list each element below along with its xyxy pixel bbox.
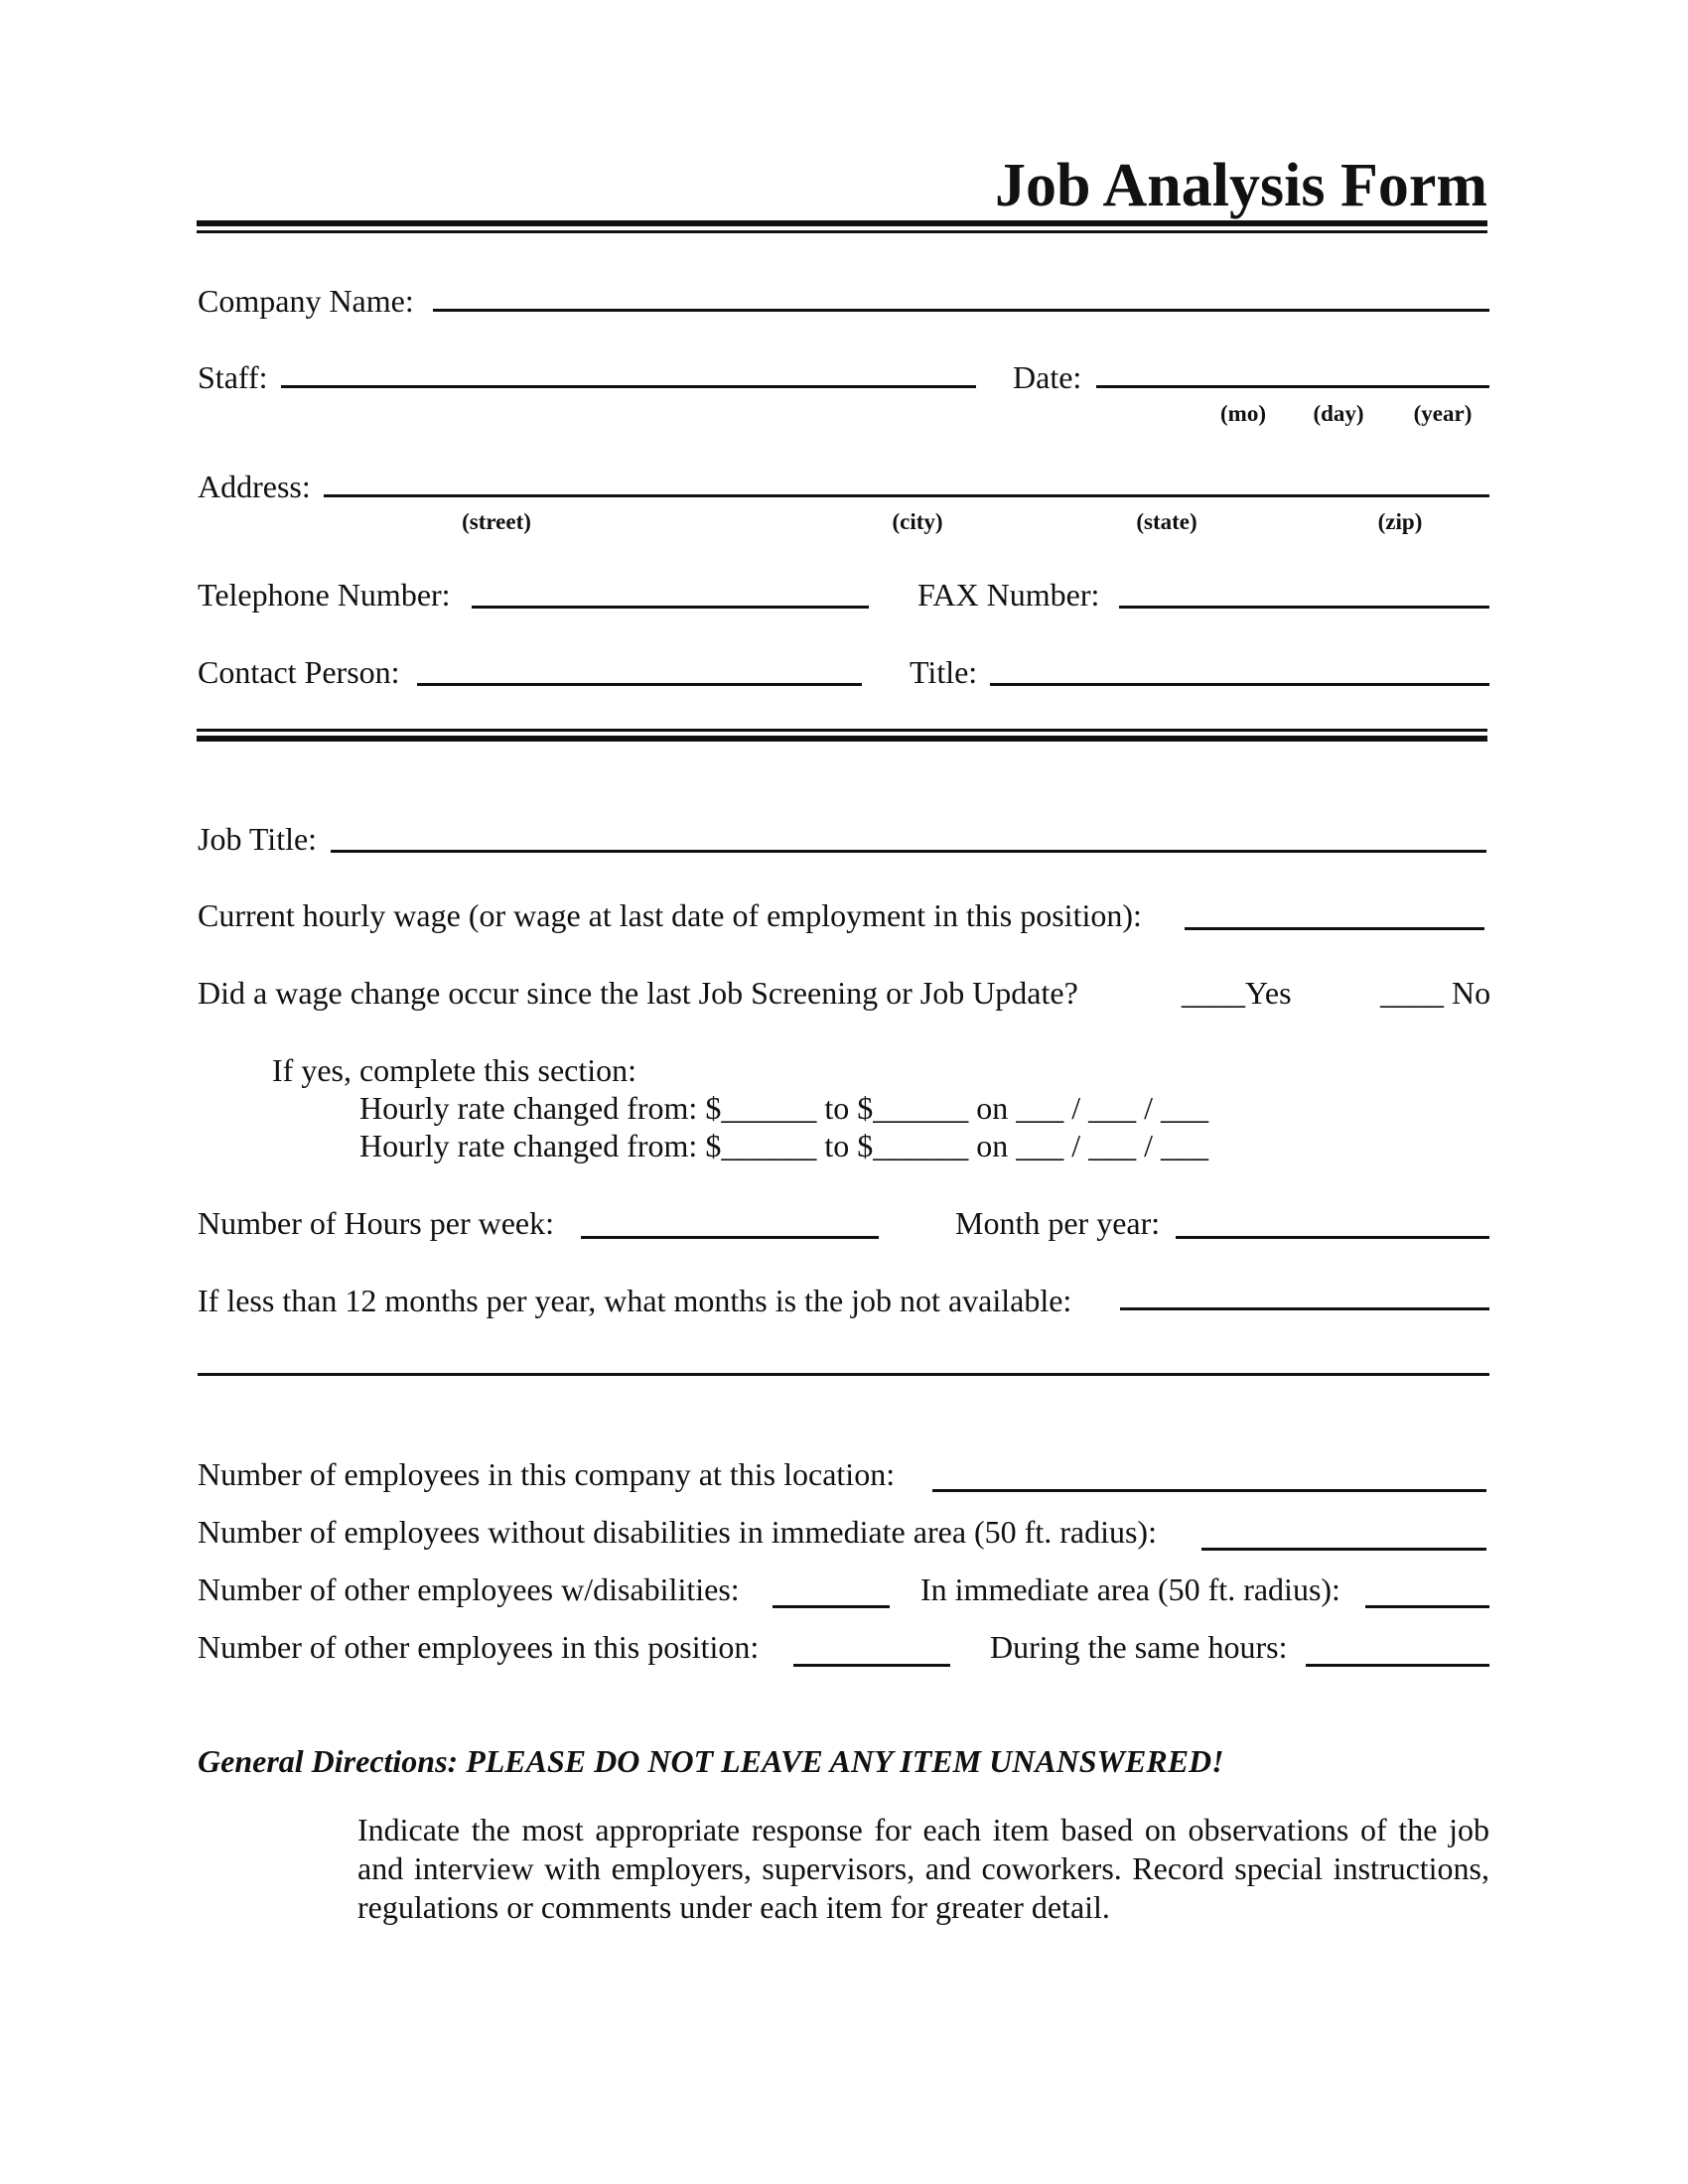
rate-change-row-2[interactable]: Hourly rate changed from: $______ to $______ on ___ / ___ / ___ [359,1128,1208,1163]
employees-with-disabilities-label: Number of other employees w/disabilities: [198,1571,740,1607]
employees-in-position-field[interactable] [793,1664,950,1667]
wage-change-question: Did a wage change occur since the last Job Screening or Job Update? [198,975,1078,1011]
company-name-label: Company Name: [198,283,414,319]
date-field[interactable] [1096,385,1489,388]
date-month-caption: (mo) [1220,401,1266,426]
employees-without-disabilities-field[interactable] [1201,1548,1486,1551]
contact-person-label: Contact Person: [198,654,400,690]
job-title-label: Job Title: [198,821,318,857]
address-field[interactable] [324,494,1489,497]
employees-without-disabilities-label: Number of employees without disabilities in immediate area (50 ft. radius): [198,1514,1157,1550]
address-zip-caption: (zip) [1377,509,1423,534]
telephone-label: Telephone Number: [198,577,451,613]
current-wage-field[interactable] [1185,927,1484,930]
contact-person-field[interactable] [417,683,862,686]
hours-per-week-label: Number of Hours per week: [198,1205,554,1241]
address-street-caption: (street) [462,509,531,534]
company-name-field[interactable] [433,309,1489,312]
same-hours-label: During the same hours: [990,1629,1288,1665]
title-rule-thick [197,220,1487,226]
months-unavailable-field[interactable] [1120,1307,1489,1310]
directions-line-1: Indicate the most appropriate response for each item based on observations of the job [357,1812,1489,1847]
directions-line-2: and interview with employers, supervisors, and coworkers. Record special instructions, [357,1850,1489,1886]
months-unavailable-label: If less than 12 months per year, what months is the job not available: [198,1283,1072,1318]
current-wage-label: Current hourly wage (or wage at last date of employment in this position): [198,897,1142,933]
employees-in-position-label: Number of other employees in this position: [198,1629,760,1665]
contact-title-label: Title: [910,654,978,690]
address-state-caption: (state) [1136,509,1197,534]
section-rule-top [197,729,1487,732]
general-directions-paragraph [357,1811,1489,1927]
wage-change-yes[interactable]: ____Yes [1182,975,1292,1011]
fax-label: FAX Number: [917,577,1100,613]
job-title-field[interactable] [331,850,1486,853]
directions-line-3: regulations or comments under each item for greater detail. [357,1889,1110,1925]
date-year-caption: (year) [1413,401,1473,426]
title-rule-thin [197,230,1487,233]
same-hours-field[interactable] [1306,1664,1489,1667]
immediate-area-label: In immediate area (50 ft. radius): [920,1571,1340,1607]
fax-field[interactable] [1119,606,1489,609]
months-unavailable-field-continued[interactable] [198,1373,1489,1376]
immediate-area-field[interactable] [1365,1605,1489,1608]
employees-with-disabilities-field[interactable] [773,1605,890,1608]
contact-title-field[interactable] [990,683,1489,686]
general-directions-heading: General Directions: PLEASE DO NOT LEAVE ANY ITEM UNANSWERED! [198,1743,1224,1779]
staff-label: Staff: [198,359,268,395]
hours-per-week-field[interactable] [581,1236,879,1239]
staff-field[interactable] [281,385,976,388]
wage-change-no[interactable]: ____ No [1380,975,1491,1011]
if-yes-label: If yes, complete this section: [272,1052,637,1088]
employees-at-location-field[interactable] [932,1489,1486,1492]
date-label: Date: [1013,359,1082,395]
page-title: Job Analysis Form [994,152,1487,219]
section-rule-bottom [197,736,1487,742]
address-label: Address: [198,469,311,504]
employees-at-location-label: Number of employees in this company at this location: [198,1456,896,1492]
address-city-caption: (city) [892,509,943,534]
date-day-caption: (day) [1313,401,1364,426]
rate-change-row-1[interactable]: Hourly rate changed from: $______ to $______ on ___ / ___ / ___ [359,1090,1208,1126]
month-per-year-label: Month per year: [955,1205,1161,1241]
month-per-year-field[interactable] [1176,1236,1489,1239]
telephone-field[interactable] [472,606,869,609]
